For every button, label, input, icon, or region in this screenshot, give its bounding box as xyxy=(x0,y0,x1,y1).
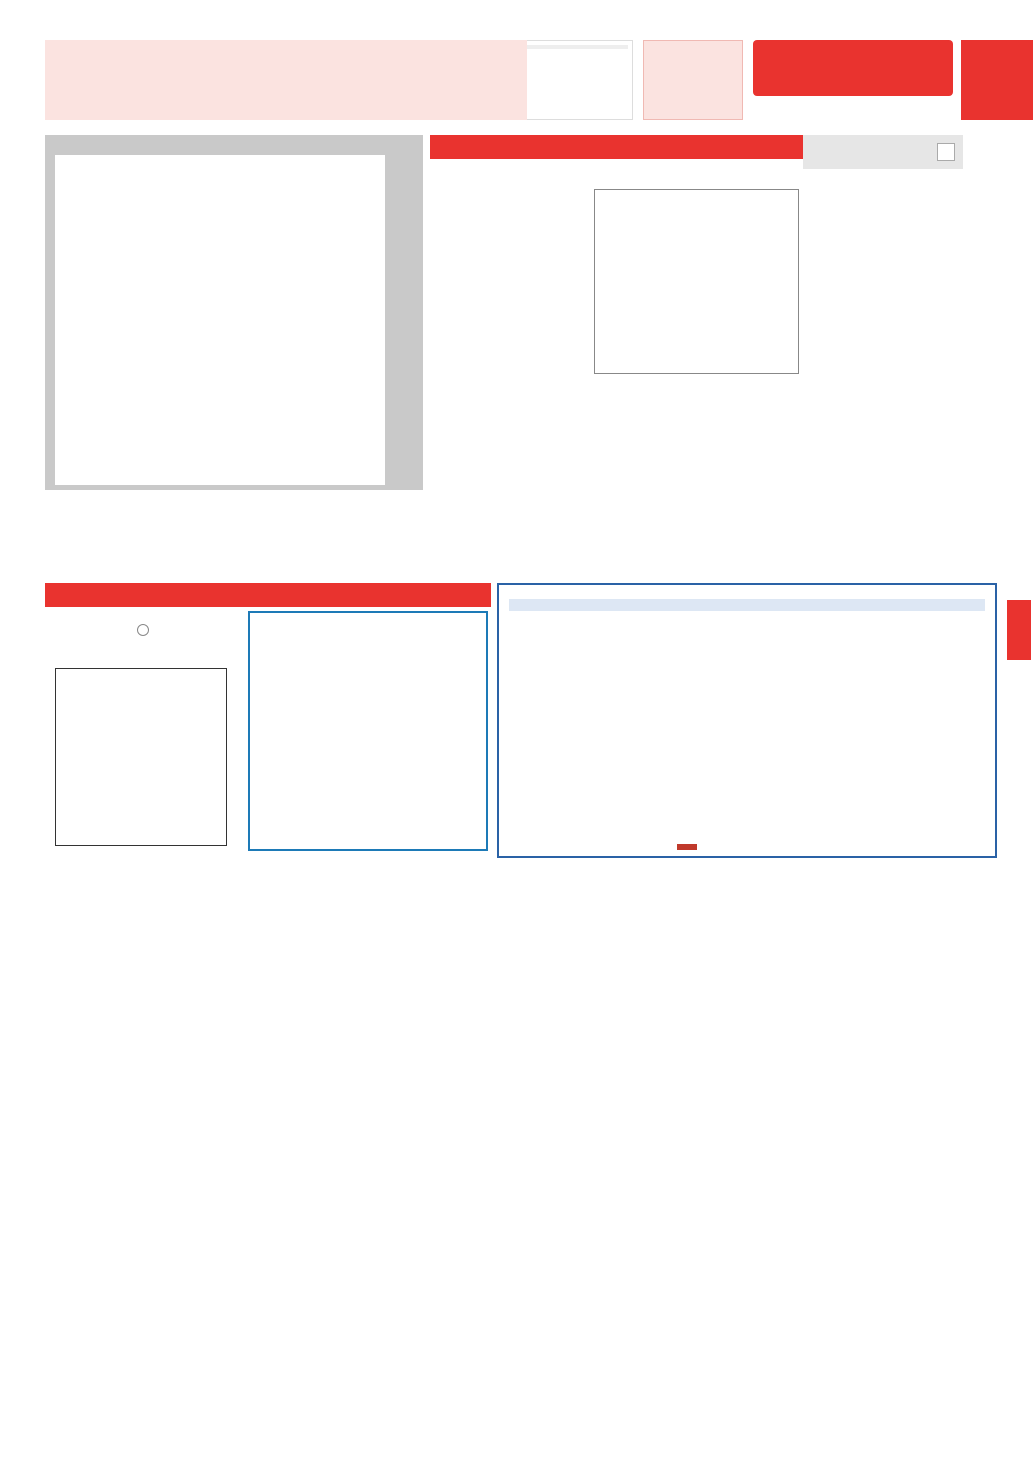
crossword-extra-clues xyxy=(45,497,423,575)
crossword-answer-title xyxy=(594,181,799,185)
clues-col-2 xyxy=(558,163,674,177)
crossword-answer-grid xyxy=(594,189,799,374)
category-box-icon xyxy=(937,143,955,161)
clues-col-down xyxy=(434,181,586,378)
sudoku-header xyxy=(45,583,491,607)
news-category xyxy=(803,135,963,169)
tender-body xyxy=(509,599,985,611)
sudoku-solution-grid xyxy=(55,668,227,846)
sudoku-answer-title xyxy=(50,624,230,636)
sudoku-grid xyxy=(248,611,488,851)
clues-col-3 xyxy=(434,163,550,177)
masthead xyxy=(753,40,953,120)
tender-signature xyxy=(677,844,697,850)
crossword-board xyxy=(45,135,423,490)
ad-round-tag xyxy=(1007,600,1031,660)
tender-ad xyxy=(497,583,997,858)
clues-col-g xyxy=(45,497,135,575)
page-number xyxy=(961,40,1033,120)
top-news xyxy=(45,40,527,120)
payam-iran-box xyxy=(643,40,743,120)
crossword-grid xyxy=(55,155,385,485)
crossword-title xyxy=(430,135,803,159)
clues-col-h xyxy=(237,497,327,575)
logo xyxy=(753,40,953,96)
legal-notices xyxy=(45,865,1000,1465)
clues-col-f xyxy=(141,497,231,575)
circle-icon xyxy=(137,624,149,636)
crossword-clues xyxy=(430,135,803,575)
clues-col-1 xyxy=(683,163,799,177)
clues-col-e xyxy=(333,497,423,575)
